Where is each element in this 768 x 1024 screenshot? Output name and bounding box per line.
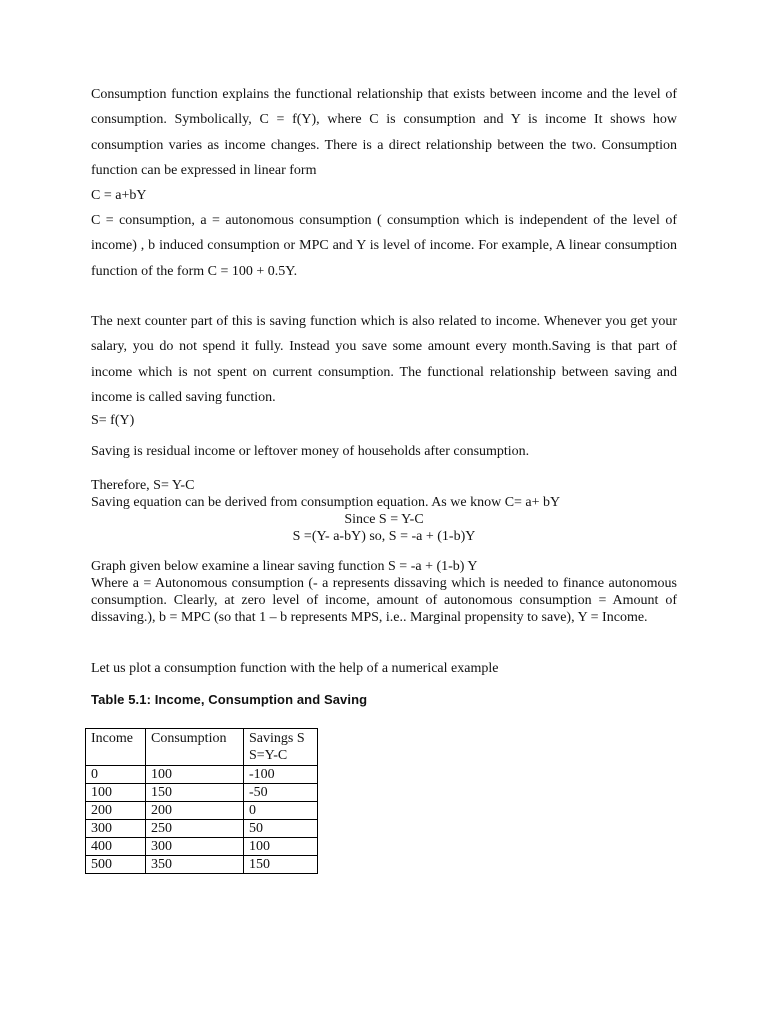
table-row (86, 802, 318, 820)
cell-savings: -100 (244, 766, 318, 784)
line-graph-saving: Graph given below examine a linear saving function S = -a + (1-b) Y (91, 559, 478, 574)
cell-consumption: 350 (146, 856, 244, 874)
table-header-row (86, 729, 318, 766)
cell-consumption: 100 (146, 766, 244, 784)
table-row (86, 856, 318, 874)
paragraph-where: Where a = Autonomous consumption (- a represents dissaving which is needed to finance autonomous consumption. Clearly, at zero level of income, amount of autonomous consumption = Amount of dissaving.), b = MPC (so that 1 – b represents MPS, i.e.. Marginal propensity to save), Y = Income. (91, 576, 677, 625)
header-income: Income (86, 729, 146, 766)
header-consumption: Consumption (146, 729, 244, 766)
paragraph-consumption-definitions: C = consumption, a = autonomous consumption ( consumption which is independent of the level of income) , b induced consumption or MPC and Y is level of income. For example, A linear consumption function of the form C = 100 + 0.5Y. (91, 213, 677, 279)
cell-savings: -50 (244, 784, 318, 802)
line-saving-derivation: Saving equation can be derived from consumption equation. As we know C= a+ bY (91, 495, 561, 510)
cell-savings: 150 (244, 856, 318, 874)
line-therefore: Therefore, S= Y-C (91, 478, 195, 493)
cell-income: 200 (86, 802, 146, 820)
cell-income: 300 (86, 820, 146, 838)
paragraph-saving-function: The next counter part of this is saving function which is also related to income. Whenever you get your salary, you do not spend it fully. Instead you save some amount every month.Saving is that part of income which is not spent on current consumption. The functional relationship between saving and income is called saving function. (91, 314, 677, 405)
cell-savings: 0 (244, 802, 318, 820)
cell-savings: 50 (244, 820, 318, 838)
cell-income: 0 (86, 766, 146, 784)
equation-saving: S= f(Y) (91, 413, 135, 428)
equation-consumption: C = a+bY (91, 188, 147, 203)
table-row (86, 820, 318, 838)
table-row (86, 838, 318, 856)
paragraph-numerical-example: Let us plot a consumption function with the help of a numerical example (91, 661, 499, 676)
header-savings (244, 729, 318, 766)
header-savings-formula: S=Y-C (249, 748, 288, 763)
cell-savings: 100 (244, 838, 318, 856)
line-saving-equation: S =(Y- a-bY) so, S = -a + (1-b)Y (292, 529, 476, 544)
cell-income: 500 (86, 856, 146, 874)
header-savings-label: Savings S (249, 731, 305, 746)
cell-consumption: 150 (146, 784, 244, 802)
table-title: Table 5.1: Income, Consumption and Saving (91, 692, 368, 707)
paragraph-consumption-function: Consumption function explains the functional relationship that exists between income and the level of consumption. Symbolically, C = f(Y), where C is consumption and Y is income It shows how consumption varies as income changes. There is a direct relationship between the two. Consumption function can be expressed in linear form (91, 87, 677, 178)
table-row (86, 784, 318, 802)
table-row (86, 766, 318, 784)
line-since: Since S = Y-C (344, 512, 424, 527)
income-consumption-saving-table (85, 728, 318, 874)
cell-consumption: 300 (146, 838, 244, 856)
cell-consumption: 250 (146, 820, 244, 838)
cell-consumption: 200 (146, 802, 244, 820)
paragraph-saving-residual: Saving is residual income or leftover money of households after consumption. (91, 444, 530, 459)
cell-income: 400 (86, 838, 146, 856)
cell-income: 100 (86, 784, 146, 802)
